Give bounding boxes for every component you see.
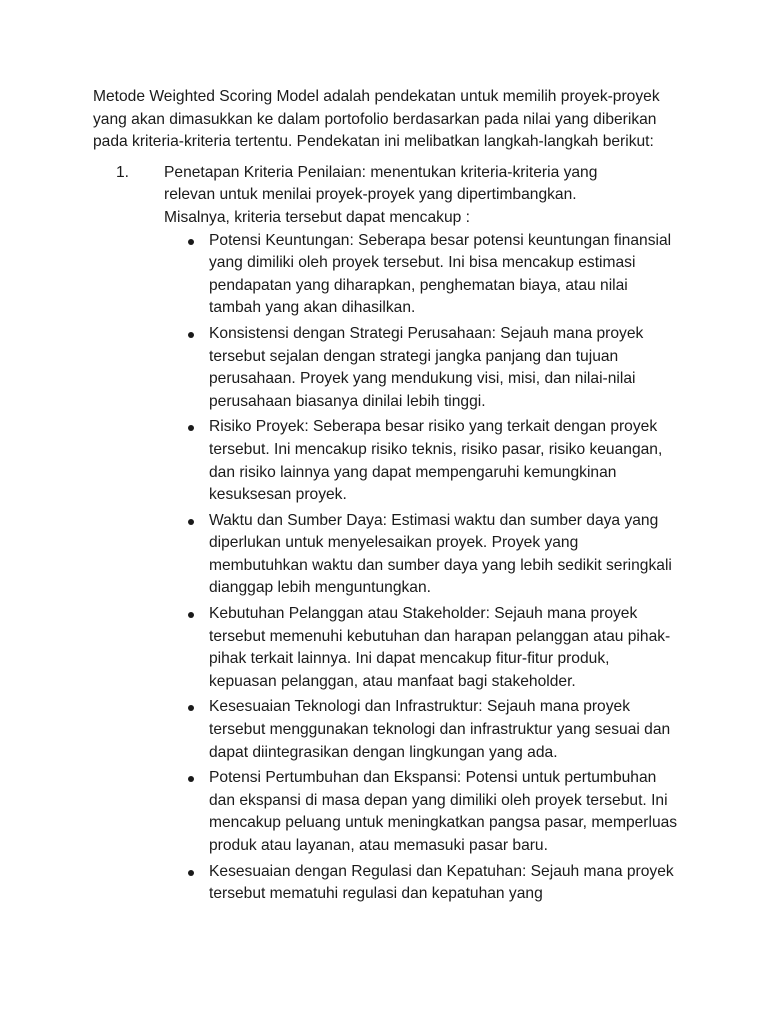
document-page <box>93 86 683 909</box>
bullet-dot-icon <box>188 425 194 431</box>
bullet-item-waktu-sumber-daya <box>164 510 683 600</box>
bullet-text: Potensi Keuntungan: Seberapa besar potensi keuntungan finansial yang dimiliki oleh proyek tersebut. Ini bisa mencakup estimasi pendapatan yang diharapkan, penghematan biaya, atau nilai tambah yang akan dihasilkan. <box>209 231 672 317</box>
bullet-text: Potensi Pertumbuhan dan Ekspansi: Potensi untuk pertumbuhan dan ekspansi di masa depan yang dimiliki oleh proyek tersebut. Ini mencakup peluang untuk meningkatkan pangsa pasar, memperluas produk atau layanan, atau memasuki pasar baru. <box>209 769 678 854</box>
bullet-text: Kebutuhan Pelanggan atau Stakeholder: Sejauh mana proyek tersebut memenuhi kebutuhan dan harapan pelanggan atau pihak-pihak terkait lainnya. Ini dapat mencakup fitur-fitur produk, kepuasan pelanggan, atau manfaat bagi stakeholder. <box>209 605 671 690</box>
bullet-item-potensi-keuntungan <box>164 230 683 320</box>
list-number: 1. <box>116 163 130 181</box>
bullet-text: Kesesuaian Teknologi dan Infrastruktur: Sejauh mana proyek tersebut menggunakan teknologi dan infrastruktur yang sesuai dan dapat diintegrasikan dengan lingkungan yang ada. <box>209 698 671 761</box>
bullet-item-konsistensi-strategi <box>164 323 683 413</box>
bullet-item-kesesuaian-regulasi <box>164 861 683 906</box>
bullet-text: Risiko Proyek: Seberapa besar risiko yang terkait dengan proyek tersebut. Ini mencakup risiko teknis, risiko pasar, risiko keuangan, dan risiko lainnya yang dapat mempengaruhi kemungkinan kesuksesan proyek. <box>209 418 663 504</box>
bullet-item-kebutuhan-pelanggan <box>164 603 683 693</box>
bullet-dot-icon <box>188 870 194 876</box>
bullet-dot-icon <box>188 612 194 618</box>
numbered-item-1 <box>93 162 683 906</box>
criteria-bullet-list <box>164 230 683 906</box>
intro-paragraph: Metode Weighted Scoring Model adalah pendekatan untuk memilih proyek-proyek yang akan dimasukkan ke dalam portofolio berdasarkan pada nilai yang diberikan pada kriteria-kriteria tertentu. Pendekatan ini melibatkan langkah-langkah berikut: <box>93 88 660 151</box>
numbered-item-text: Penetapan Kriteria Penilaian: menentukan kriteria-kriteria yang relevan untuk menilai proyek-proyek yang dipertimbangkan. Misalnya, kriteria tersebut dapat mencakup : <box>164 163 598 226</box>
bullet-text: Kesesuaian dengan Regulasi dan Kepatuhan: Sejauh mana proyek tersebut mematuhi regulasi dan kepatuhan yang <box>209 862 674 903</box>
bullet-dot-icon <box>188 776 194 782</box>
bullet-item-potensi-pertumbuhan <box>164 767 683 857</box>
bullet-dot-icon <box>188 705 194 711</box>
bullet-text: Waktu dan Sumber Daya: Estimasi waktu dan sumber daya yang diperlukan untuk menyelesaikan proyek. Proyek yang membutuhkan waktu dan sumber daya yang lebih sedikit seringkali dianggap lebih menguntungkan. <box>209 511 672 597</box>
bullet-text: Konsistensi dengan Strategi Perusahaan: Sejauh mana proyek tersebut sejalan dengan strategi jangka panjang dan tujuan perusahaan. Proyek yang mendukung visi, misi, dan nilai-nilai perusahaan biasanya dinilai lebih tinggi. <box>209 324 644 410</box>
bullet-dot-icon <box>188 519 194 525</box>
bullet-dot-icon <box>188 332 194 338</box>
bullet-item-risiko-proyek <box>164 416 683 506</box>
bullet-dot-icon <box>188 239 194 245</box>
bullet-item-kesesuaian-teknologi <box>164 696 683 764</box>
